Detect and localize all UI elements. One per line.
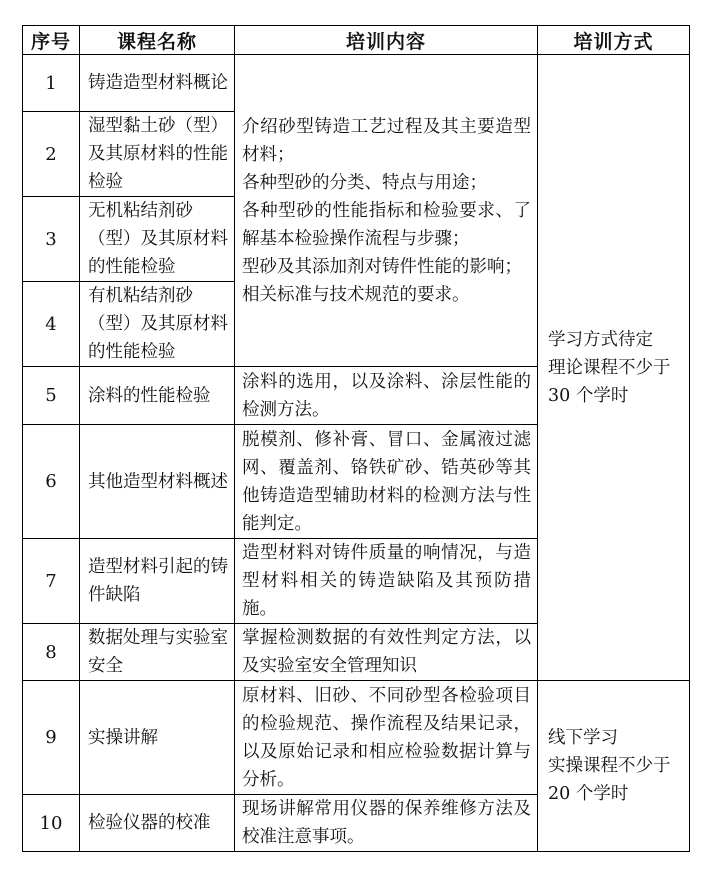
content-line: 各种型砂的分类、特点与用途；: [242, 172, 487, 193]
course-name: 铸造造型材料概论: [80, 55, 235, 112]
row-number: 3: [23, 197, 80, 282]
header-no: 序号: [23, 26, 80, 55]
content-cell: 脱模剂、修补膏、冒口、金属液过滤网、覆盖剂、铬铁矿砂、锆英砂等其他铸造造型辅助材料的检测方法与性能判定。: [235, 425, 538, 539]
method-cell-theory: [538, 55, 690, 681]
course-name: 检验仪器的校准: [80, 795, 235, 852]
content-line: 相关标准与技术规范的要求。: [242, 284, 470, 305]
training-course-table: [22, 25, 690, 852]
method-line: 实操课程不少于 20 个学时: [548, 756, 671, 804]
content-cell: 原材料、旧砂、不同砂型各检验项目的检验规范、操作流程及结果记录，以及原始记录和相应检验数据计算与分析。: [235, 681, 538, 795]
header-course-name: 课程名称: [80, 26, 235, 55]
row-number: 8: [23, 624, 80, 681]
content-cell: 现场讲解常用仪器的保养维修方法及校准注意事项。: [235, 795, 538, 852]
row-number: 1: [23, 55, 80, 112]
content-cell: 涂料的选用，以及涂料、涂层性能的检测方法。: [235, 367, 538, 425]
method-line: 理论课程不少于 30 个学时: [548, 357, 671, 406]
row-number: 10: [23, 795, 80, 852]
table-row: [23, 681, 690, 795]
course-name: 无机粘结剂砂（型）及其原材料的性能检验: [80, 197, 235, 282]
content-line: 各种型砂的性能指标和检验要求、了解基本检验操作流程与步骤；: [242, 200, 531, 249]
method-cell-practice: [538, 681, 690, 852]
row-number: 9: [23, 681, 80, 795]
content-line: 介绍砂型铸造工艺过程及其主要造型材料；: [242, 116, 531, 165]
header-method: 培训方式: [538, 26, 690, 55]
course-name: 涂料的性能检验: [80, 367, 235, 425]
content-cell-group: [235, 55, 538, 367]
header-row: [23, 26, 690, 55]
course-name: 湿型黏土砂（型）及其原材料的性能检验: [80, 112, 235, 197]
table-row: [23, 55, 690, 112]
course-name: 实操讲解: [80, 681, 235, 795]
content-cell: 掌握检测数据的有效性判定方法，以及实验室安全管理知识: [235, 624, 538, 681]
row-number: 2: [23, 112, 80, 197]
row-number: 6: [23, 425, 80, 539]
course-name: 数据处理与实验室安全: [80, 624, 235, 681]
content-cell: 造型材料对铸件质量的响情况，与造型材料相关的铸造缺陷及其预防措施。: [235, 539, 538, 624]
row-number: 5: [23, 367, 80, 425]
course-name: 造型材料引起的铸件缺陷: [80, 539, 235, 624]
header-content: 培训内容: [235, 26, 538, 55]
row-number: 7: [23, 539, 80, 624]
method-line: 学习方式待定: [548, 329, 653, 350]
method-line: 线下学习: [548, 728, 618, 748]
row-number: 4: [23, 282, 80, 367]
course-name: 其他造型材料概述: [80, 425, 235, 539]
course-name: 有机粘结剂砂（型）及其原材料的性能检验: [80, 282, 235, 367]
content-line: 型砂及其添加剂对铸件性能的影响；: [242, 256, 522, 277]
